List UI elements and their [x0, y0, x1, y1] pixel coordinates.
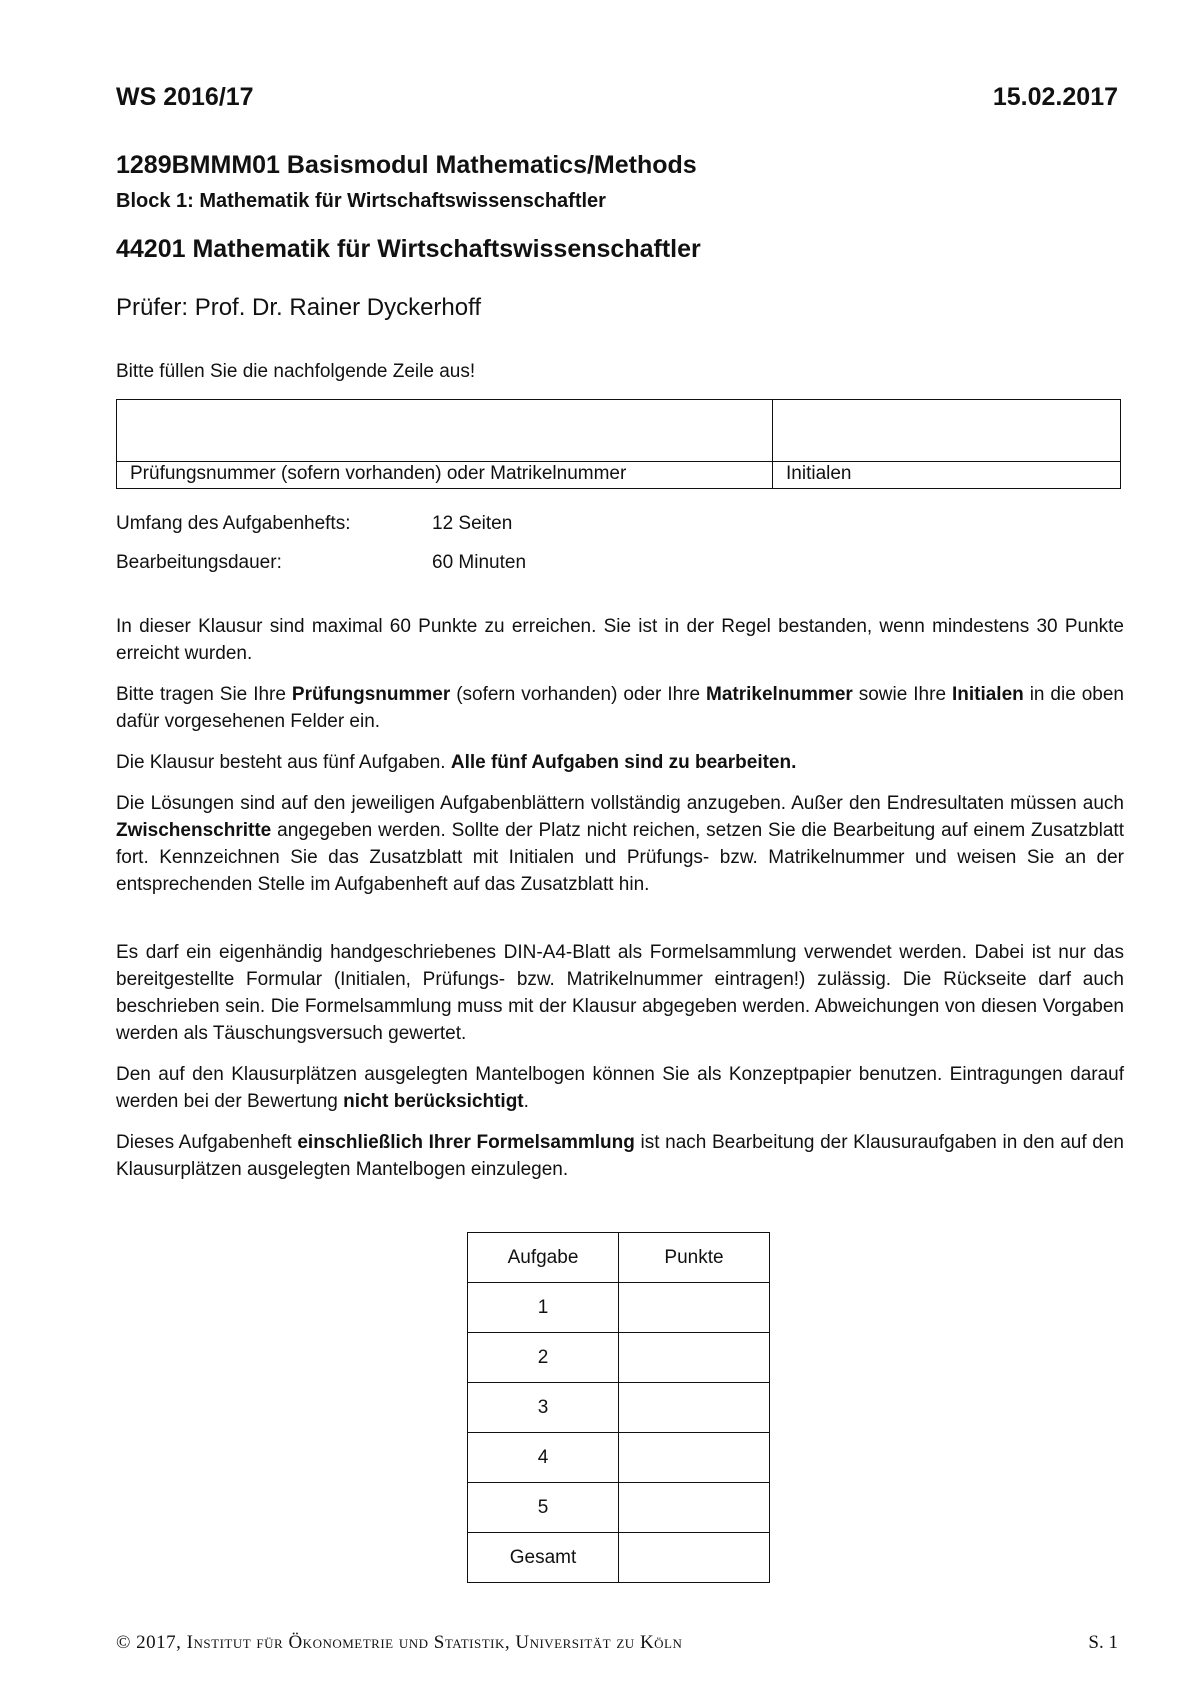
- paragraph-solutions: Die Lösungen sind auf den jeweiligen Aufgabenblättern vollständig anzugeben. Außer den Endresultaten müssen auch Zwischenschritte angegeben werden. Sollte der Platz nicht reichen, setzen Sie die Bearbeitung auf einem Zusatzblatt fort. Kennzeichnen Sie das Zusatzblatt mit Initialen und Prüfungs- bzw. Matrikelnummer und weisen Sie an der entsprechenden Stelle im Aufgabenheft auf das Zusatzblatt hin.: [116, 793, 1124, 895]
- table-row: [468, 1483, 770, 1533]
- table-row: [468, 1383, 770, 1433]
- scope-value: 12 Seiten: [432, 513, 513, 534]
- total-points-cell[interactable]: [619, 1533, 770, 1583]
- examiner: Prüfer: Prof. Dr. Rainer Dyckerhoff: [116, 294, 482, 321]
- paragraph-submission: Dieses Aufgabenheft einschließlich Ihrer Formelsammlung ist nach Bearbeitung der Klausuraufgaben in den auf den Klausurplätzen ausgelegten Mantelbogen einzulegen.: [116, 1132, 1124, 1180]
- points-cell[interactable]: [619, 1283, 770, 1333]
- table-row: [468, 1333, 770, 1383]
- course-title: 44201 Mathematik für Wirtschaftswissenschaftler: [116, 235, 701, 263]
- scope-label: Umfang des Aufgabenhefts:: [116, 513, 351, 534]
- paragraph-draft-paper: Den auf den Klausurplätzen ausgelegten Mantelbogen können Sie als Konzeptpapier benutzen. Eintragungen darauf werden bei der Bewertung nicht berücksichtigt.: [116, 1064, 1124, 1112]
- task-number: 3: [468, 1383, 619, 1433]
- paragraph-id-instructions: Bitte tragen Sie Ihre Prüfungsnummer (sofern vorhanden) oder Ihre Matrikelnummer sowie Ihre Initialen in die oben dafür vorgesehenen Felder ein.: [116, 684, 1125, 732]
- points-cell[interactable]: [619, 1333, 770, 1383]
- table-row: [468, 1283, 770, 1333]
- table-row: [468, 1433, 770, 1483]
- table-row: [468, 1533, 770, 1583]
- task-number: 4: [468, 1433, 619, 1483]
- total-label: Gesamt: [468, 1533, 619, 1583]
- module-title: 1289BMMM01 Basismodul Mathematics/Methods: [116, 151, 697, 179]
- task-number: 1: [468, 1283, 619, 1333]
- column-header-points: Punkte: [619, 1233, 770, 1283]
- id-number-field[interactable]: [117, 400, 772, 461]
- points-table: [467, 1232, 770, 1583]
- duration-label: Bearbeitungsdauer:: [116, 552, 282, 573]
- student-id-form: [116, 399, 1121, 489]
- block-title: Block 1: Mathematik für Wirtschaftswissenschaftler: [116, 190, 606, 212]
- points-cell[interactable]: [619, 1483, 770, 1533]
- exam-date: 15.02.2017: [992, 83, 1118, 111]
- table-header-row: [468, 1233, 770, 1283]
- task-number: 2: [468, 1333, 619, 1383]
- paragraph-tasks: Die Klausur besteht aus fünf Aufgaben. Alle fünf Aufgaben sind zu bearbeiten.: [116, 752, 797, 773]
- points-cell[interactable]: [619, 1383, 770, 1433]
- task-number: 5: [468, 1483, 619, 1533]
- paragraph-points: In dieser Klausur sind maximal 60 Punkte zu erreichen. Sie ist in der Regel bestanden, wenn mindestens 30 Punkte erreicht wurden.: [116, 616, 1124, 664]
- initials-label: Initialen: [786, 463, 852, 484]
- paragraph-formula-sheet: Es darf ein eigenhändig handgeschriebenes DIN-A4-Blatt als Formelsammlung verwendet werden. Dabei ist nur das bereitgestellte Formular (Initialen, Prüfungs- bzw. Matrikelnummer eintragen!) zulässig. Die Rückseite darf auch beschrieben sein. Die Formelsammlung muss mit der Klausur abgegeben werden. Abweichungen von diesen Vorgaben werden als Täuschungsversuch gewertet.: [116, 942, 1124, 1044]
- footer-copyright: © 2017, Institut für Ökonometrie und Statistik, Universität zu Köln: [116, 1632, 683, 1653]
- id-number-label: Prüfungsnummer (sofern vorhanden) oder Matrikelnummer: [130, 463, 627, 484]
- form-baseline: [117, 461, 1120, 462]
- points-cell[interactable]: [619, 1433, 770, 1483]
- column-header-task: Aufgabe: [468, 1233, 619, 1283]
- duration-value: 60 Minuten: [432, 552, 527, 573]
- semester-label: WS 2016/17: [116, 83, 254, 111]
- page-number: S. 1: [1088, 1632, 1118, 1653]
- form-instruction: Bitte füllen Sie die nachfolgende Zeile aus!: [116, 361, 476, 382]
- initials-field[interactable]: [773, 400, 1120, 461]
